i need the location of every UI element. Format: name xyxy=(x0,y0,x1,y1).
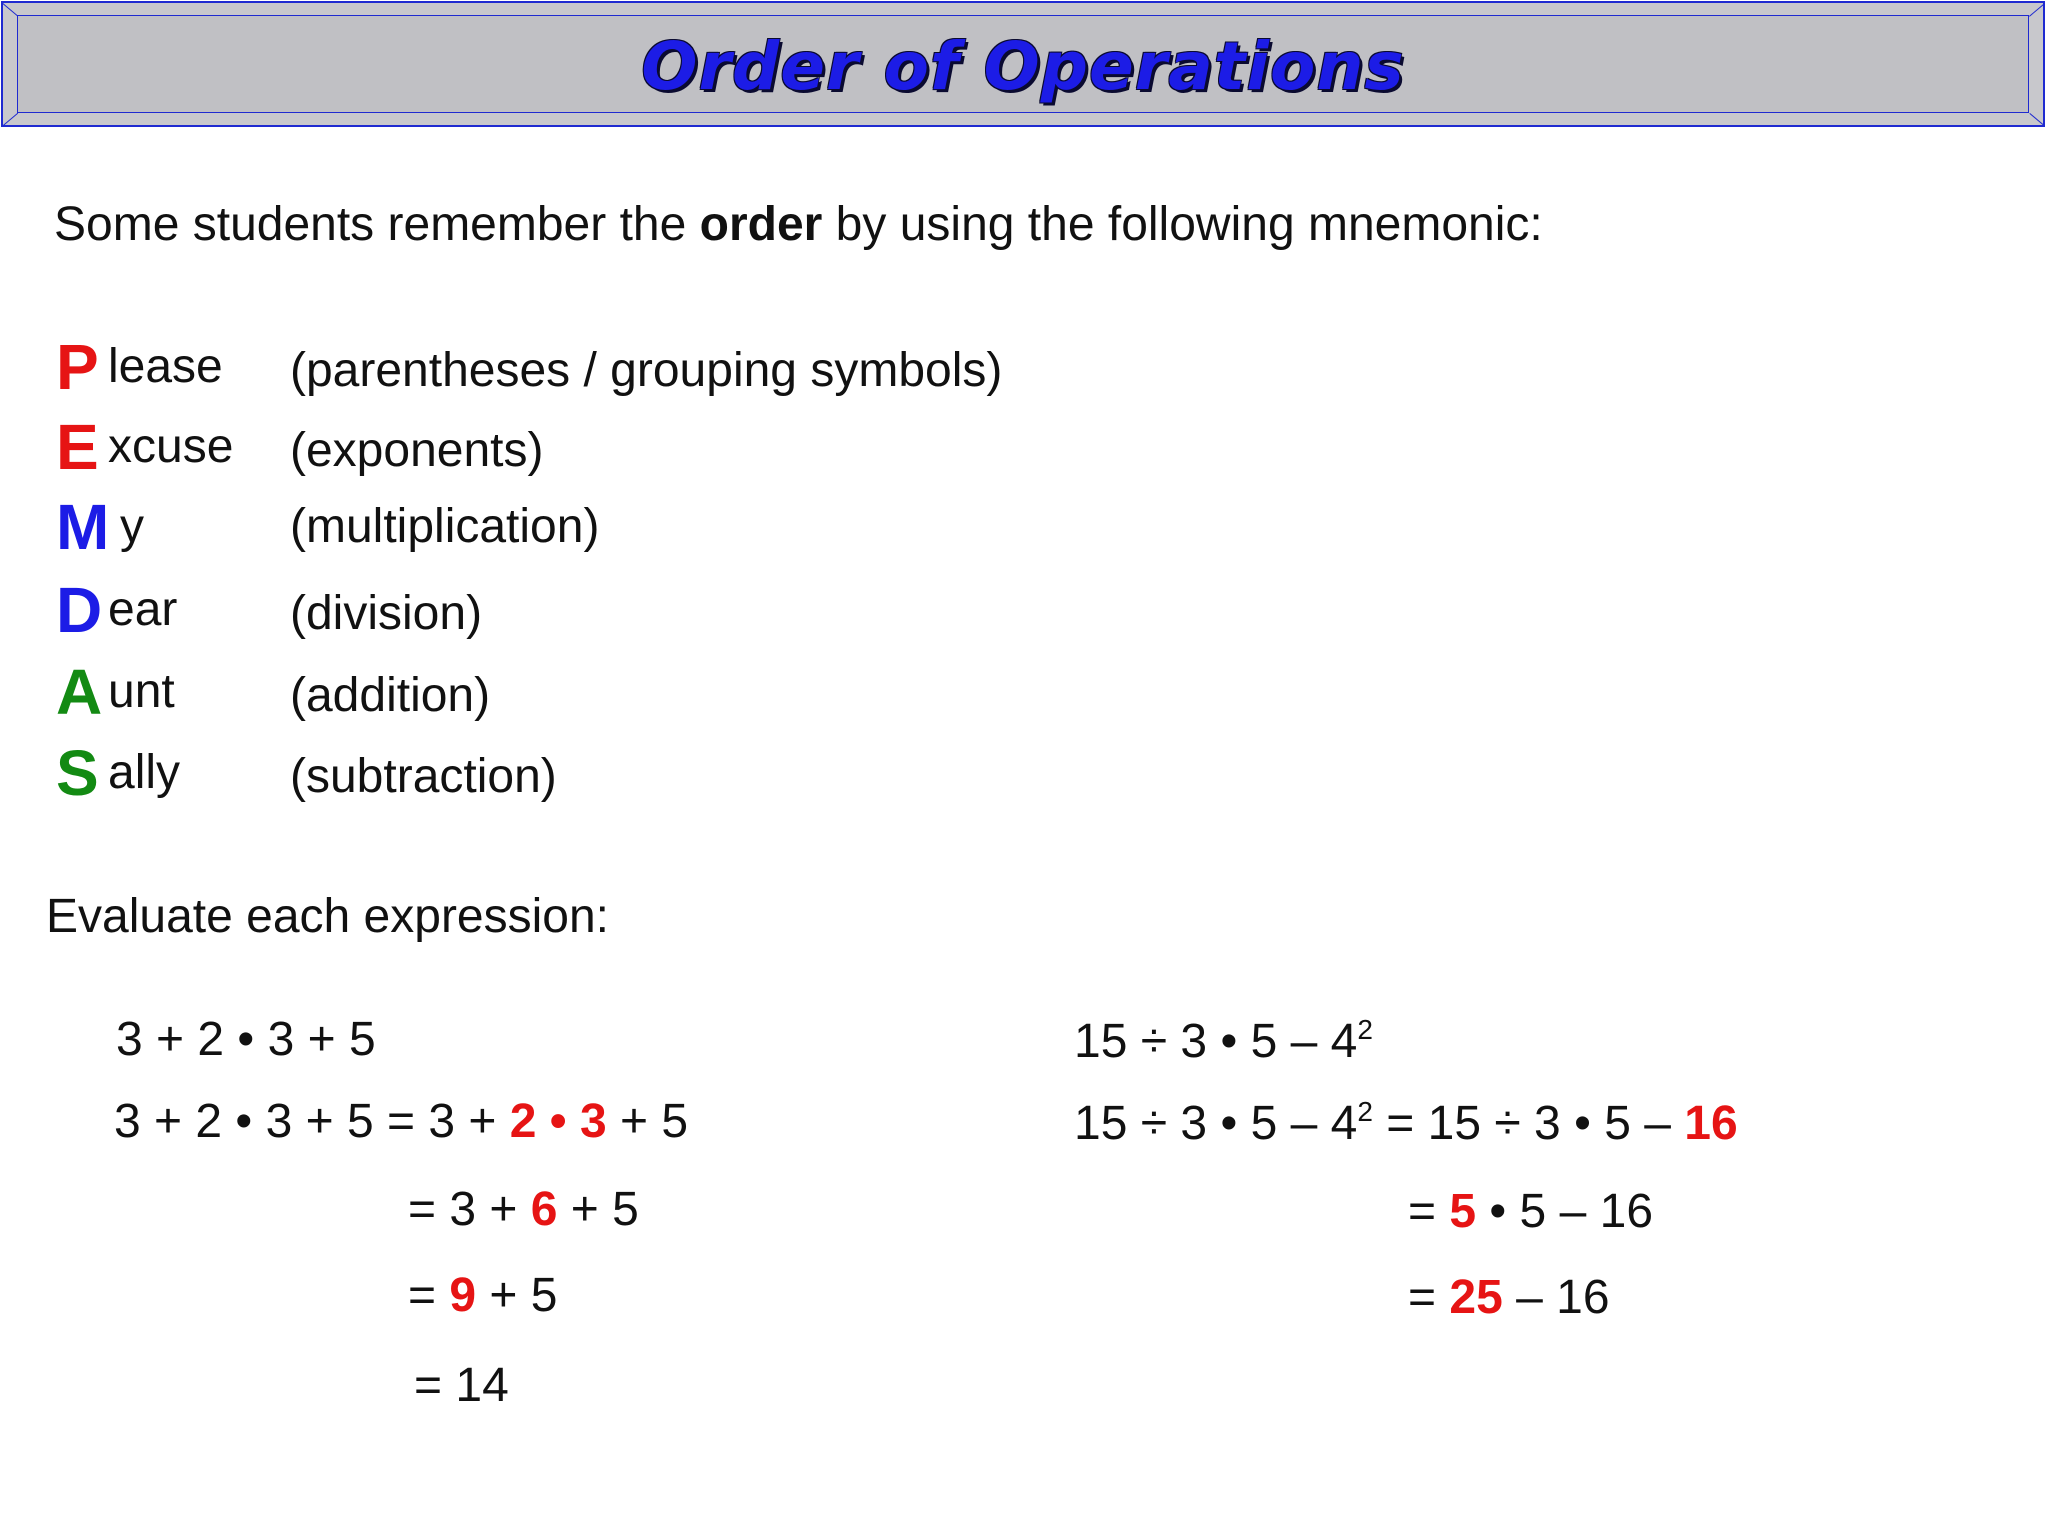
example-2-step-1 xyxy=(1074,1094,1738,1154)
intro-text xyxy=(54,196,1543,254)
mnemonic-word: unt xyxy=(108,665,175,718)
mnemonic-letter: P xyxy=(56,331,99,403)
step-text: – 16 xyxy=(1502,1271,1610,1324)
example-1-step-2 xyxy=(408,1180,639,1240)
example-2-step-3 xyxy=(1408,1268,1610,1328)
mnemonic-letter: S xyxy=(56,737,99,809)
step-text: = xyxy=(1408,1185,1450,1238)
mnemonic-word: lease xyxy=(108,340,223,393)
mnemonic-letter: A xyxy=(56,656,103,728)
step-text: = 3 + xyxy=(408,1183,531,1236)
mnemonic-letter: E xyxy=(56,411,99,483)
mnemonic-description: (addition) xyxy=(290,669,491,722)
step-highlight: 9 xyxy=(449,1269,477,1322)
mnemonic-description: (multiplication) xyxy=(290,500,600,553)
expression-base: 15 ÷ 3 • 5 – 4 xyxy=(1074,1015,1358,1068)
step-text: = xyxy=(1408,1271,1450,1324)
step-highlight: 6 xyxy=(530,1183,558,1236)
step-text: + 5 xyxy=(606,1095,689,1148)
step-highlight: 16 xyxy=(1684,1097,1738,1150)
mnemonic-letter: D xyxy=(56,574,103,646)
step-text: + 5 xyxy=(557,1183,639,1236)
mnemonic-word: ally xyxy=(108,746,181,799)
intro-after: by using the following mnemonic: xyxy=(822,198,1543,251)
step-text: 3 + 2 • 3 + 5 = 3 + xyxy=(114,1095,510,1148)
step-highlight: 5 xyxy=(1449,1185,1477,1238)
example-1-result: = 14 xyxy=(414,1359,509,1412)
mnemonic-description: (parentheses / grouping symbols) xyxy=(290,344,1003,397)
mnemonic-description: (subtraction) xyxy=(290,750,557,803)
mnemonic-word: y xyxy=(120,500,144,553)
step-text: • 5 – 16 xyxy=(1476,1185,1654,1238)
mnemonic-word: xcuse xyxy=(108,420,234,473)
step-text: = 15 ÷ 3 • 5 – xyxy=(1372,1097,1685,1150)
evaluate-heading: Evaluate each expression: xyxy=(46,890,610,943)
exponent: 2 xyxy=(1357,1096,1373,1127)
step-highlight: 25 xyxy=(1449,1271,1503,1324)
intro-before: Some students remember the xyxy=(54,198,700,251)
example-1-step-3 xyxy=(408,1266,557,1326)
step-text: + 5 xyxy=(476,1269,558,1322)
page-title: Order of Operations xyxy=(641,28,1405,105)
step-text: = xyxy=(408,1269,450,1322)
mnemonic-word: ear xyxy=(108,583,178,636)
bevel-line xyxy=(2,3,17,16)
step-text: 15 ÷ 3 • 5 – 4 xyxy=(1074,1097,1358,1150)
exponent: 2 xyxy=(1357,1014,1373,1045)
example-1-expression: 3 + 2 • 3 + 5 xyxy=(116,1013,376,1066)
example-1-step-1 xyxy=(114,1092,688,1152)
intro-bold: order xyxy=(699,198,823,251)
example-2-expression xyxy=(1074,1012,1373,1072)
example-2-step-2 xyxy=(1408,1182,1653,1242)
mnemonic-description: (division) xyxy=(290,587,483,640)
title-banner xyxy=(1,1,2045,127)
bevel-line xyxy=(2029,4,2044,17)
mnemonic-description: (exponents) xyxy=(290,424,544,477)
mnemonic-letter: M xyxy=(56,491,110,563)
step-highlight: 2 • 3 xyxy=(509,1095,607,1148)
